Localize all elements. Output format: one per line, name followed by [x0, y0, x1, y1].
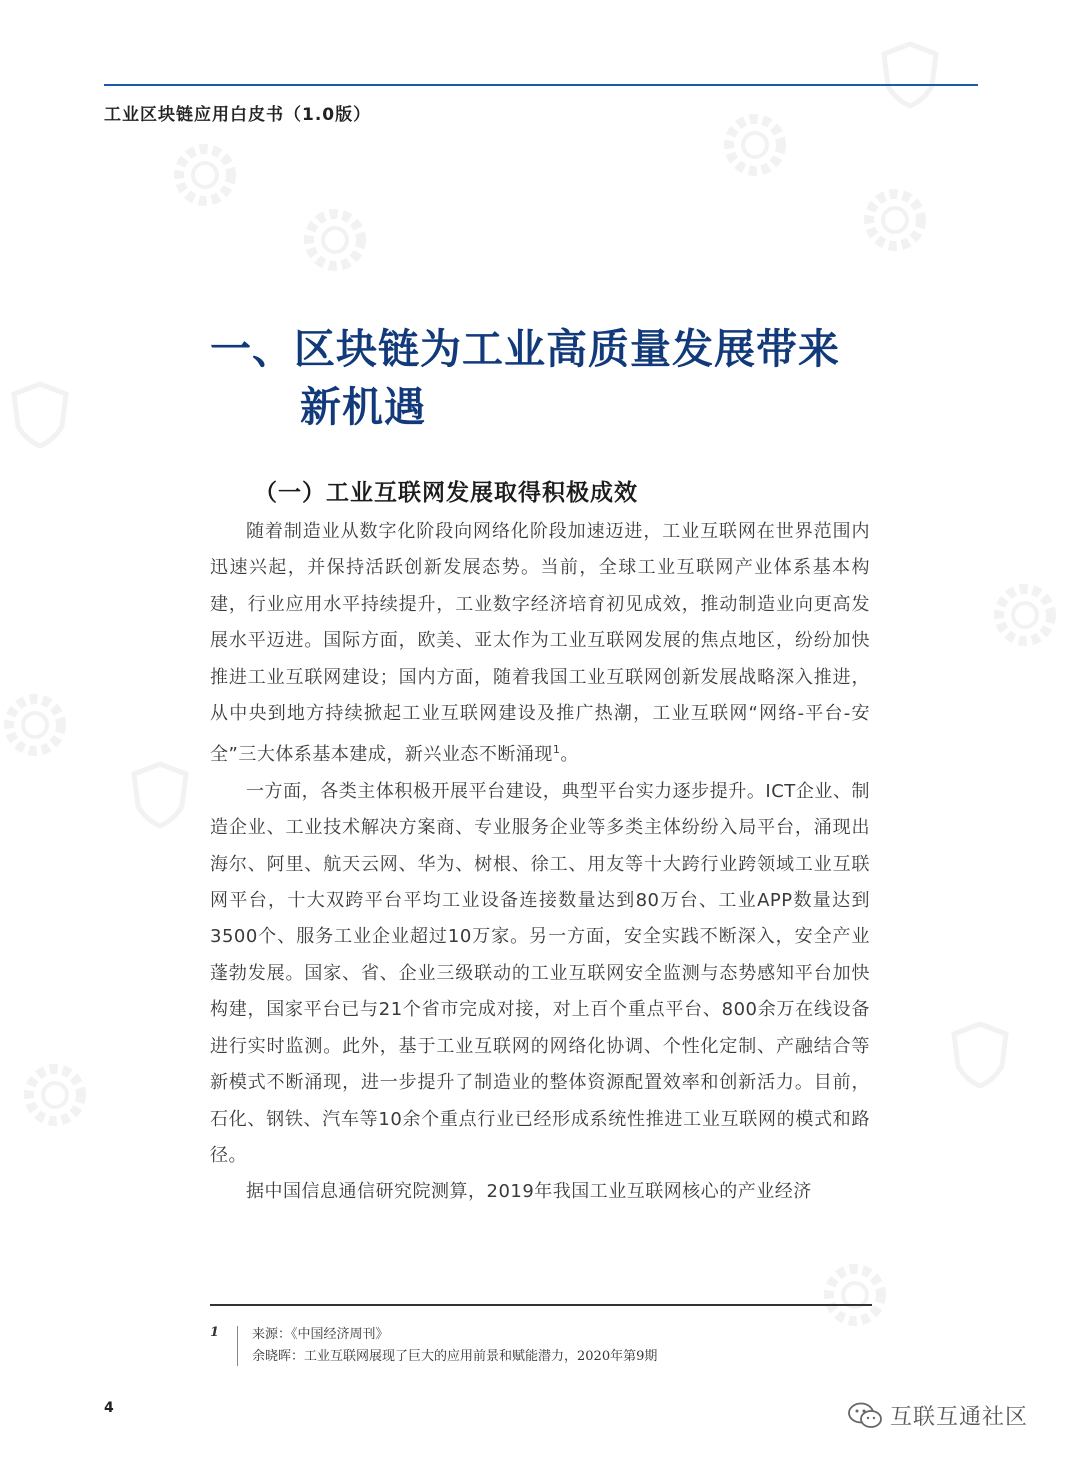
wechat-icon — [848, 1402, 882, 1430]
footnote-line: 来源：《中国经济周刊》 — [252, 1327, 389, 1342]
footnote-divider — [237, 1326, 238, 1366]
running-title: 工业区块链应用白皮书（1.0版） — [104, 105, 372, 125]
body-text — [210, 514, 870, 1211]
chapter-title-line2: 新机遇 — [300, 383, 426, 431]
watermark-gear-icon — [820, 1260, 890, 1330]
chapter-title-line1: 一、区块链为工业高质量发展带来 — [210, 325, 840, 373]
section-title: （一）工业互联网发展取得积极成效 — [254, 480, 638, 506]
watermark-shield-icon — [950, 1020, 1010, 1090]
footnote-line: 余晓晖：工业互联网展现了巨大的应用前景和赋能潜力，2020年第9期 — [252, 1349, 658, 1364]
page-number: 4 — [104, 1400, 114, 1416]
brand-watermark — [848, 1400, 1028, 1431]
paragraph: 一方面，各类主体积极开展平台建设，典型平台实力逐步提升。ICT企业、制造企业、工业技术解决方案商、专业服务企业等多类主体纷纷入局平台，涌现出海尔、阿里、航天云网、华为、树根、徐工、用友等十大跨行业跨领域工业互联网平台，十大双跨平台平均工业设备连接数量达到80万台、工业APP数量达到3500个、服务工业企业超过10万家。另一方面，安全实践不断深入，安全产业蓬勃发展。国家、省、企业三级联动的工业互联网安全监测与态势感知平台加快构建，国家平台已与21个省市完成对接，对上百个重点平台、800余万在线设备进行实时监测。此外，基于工业互联网的网络化协调、个性化定制、产融结合等新模式不断涌现，进一步提升了制造业的整体资源配置效率和创新活力。目前，石化、钢铁、汽车等10余个重点行业已经形成系统性推进工业互联网的模式和路径。 — [210, 780, 870, 1166]
footnote-marker[interactable]: 1 — [552, 743, 561, 757]
watermark-shield-icon — [880, 40, 940, 110]
watermark-shield-icon — [130, 760, 190, 830]
paragraph-text: 随着制造业从数字化阶段向网络化阶段加速迈进，工业互联网在世界范围内迅速兴起，并保持活跃创新发展态势。当前，全球工业互联网产业体系基本构建，行业应用水平持续提升，工业数字经济培育初见成效，推动制造业向更高发展水平迈进。国际方面，欧美、亚太作为工业互联网发展的焦点地区，纷纷加快推进工业互联网建设；国内方面，随着我国工业互联网创新发展战略深入推进，从中央到地方持续掀起工业互联网建设及推广热潮，工业互联网“网络-平台-安全”三大体系基本建成，新兴业态不断涌现 — [210, 521, 870, 766]
watermark-gear-icon — [20, 1060, 90, 1130]
paragraph-end: 。 — [560, 744, 579, 766]
watermark-gear-icon — [0, 690, 70, 760]
watermark-gear-icon — [860, 185, 930, 255]
paragraph: 据中国信息通信研究院测算，2019年我国工业互联网核心的产业经济 — [246, 1181, 812, 1203]
brand-name: 互联互通社区 — [890, 1405, 1029, 1430]
watermark-gear-icon — [990, 580, 1060, 650]
watermark-shield-icon — [10, 380, 70, 450]
watermark-gear-icon — [300, 205, 370, 275]
chapter-title — [210, 320, 890, 436]
footnote-rule — [210, 1304, 872, 1306]
footnote-text — [252, 1324, 657, 1368]
paragraph — [210, 514, 870, 774]
watermark-gear-icon — [170, 140, 240, 210]
footnote-number: 1 — [210, 1325, 220, 1340]
watermark-gear-icon — [720, 110, 790, 180]
header-rule — [104, 84, 978, 86]
